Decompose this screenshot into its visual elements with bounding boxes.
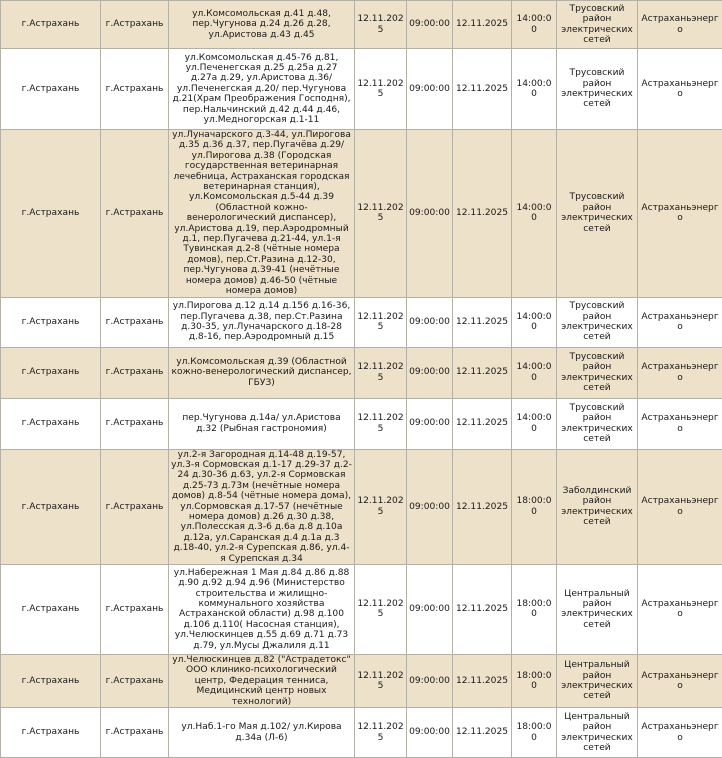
end-date-cell: 12.11.2025 bbox=[453, 297, 512, 347]
locality-cell: г.Астрахань bbox=[1, 1, 101, 49]
start-time-cell: 09:00:00 bbox=[407, 130, 453, 298]
company-cell: Астраханьэнерго bbox=[638, 449, 722, 564]
start-time-cell: 09:00:00 bbox=[407, 398, 453, 449]
end-date-cell: 12.11.2025 bbox=[453, 708, 512, 758]
addresses-cell: ул.Комсомольская д.39 (Областной кожно-венерологический диспансер, ГБУЗ) bbox=[169, 347, 355, 398]
network-area-cell: Трусовский район электрических сетей bbox=[557, 347, 638, 398]
locality-cell: г.Астрахань bbox=[1, 130, 101, 298]
addresses-cell: ул.Челюскинцев д.82 ("Астрадетокс" ООО клинико-психологический центр, Федерация тенниса, Медицинский центр новых технологий) bbox=[169, 654, 355, 707]
end-time-cell: 14:00:00 bbox=[512, 297, 557, 347]
network-area-cell: Трусовский район электрических сетей bbox=[557, 398, 638, 449]
network-area-cell: Центральный район электрических сетей bbox=[557, 708, 638, 758]
start-date-cell: 12.11.2025 bbox=[355, 708, 407, 758]
end-date-cell: 12.11.2025 bbox=[453, 449, 512, 564]
start-date-cell: 12.11.2025 bbox=[355, 1, 407, 49]
addresses-cell: ул.Наб.1-го Мая д.102/ ул.Кирова д.34а (Л-6) bbox=[169, 708, 355, 758]
start-date-cell: 12.11.2025 bbox=[355, 130, 407, 298]
start-date-cell: 12.11.2025 bbox=[355, 297, 407, 347]
end-time-cell: 18:00:00 bbox=[512, 708, 557, 758]
start-time-cell: 09:00:00 bbox=[407, 347, 453, 398]
end-date-cell: 12.11.2025 bbox=[453, 654, 512, 707]
start-time-cell: 09:00:00 bbox=[407, 297, 453, 347]
locality-cell: г.Астрахань bbox=[1, 449, 101, 564]
start-date-cell: 12.11.2025 bbox=[355, 347, 407, 398]
locality-cell: г.Астрахань bbox=[1, 564, 101, 654]
locality-cell: г.Астрахань bbox=[1, 398, 101, 449]
start-date-cell: 12.11.2025 bbox=[355, 449, 407, 564]
end-date-cell: 12.11.2025 bbox=[453, 1, 512, 49]
company-cell: Астраханьэнерго bbox=[638, 654, 722, 707]
addresses-cell: ул.Комсомольская д.41 д.48, пер.Чугунова д.24 д.26 д.28, ул.Аристова д.43 д.45 bbox=[169, 1, 355, 49]
start-time-cell: 09:00:00 bbox=[407, 49, 453, 130]
district-cell: г.Астрахань bbox=[101, 708, 169, 758]
addresses-cell: ул.2-я Загородная д.14-48 д.19-57, ул.3-я Сормовская д.1-17 д.29-37 д.2-24 д.30-36 д.63, ул.2-я Сормовская д.25-73 д.73м (нечётные номера домов) д.8-54 (чётные номера дома), ул.Сормовская д.17-57 (нечётные номера домов) д.26 д.30 д.38, ул.Полесская д.3-6 д.6а д.8 д.10а д.12а, ул.Саранская д.4 д.1а д.3 д.18-40, ул.2-я Сурепская д.86, ул.4-я Сурепская д.34 bbox=[169, 449, 355, 564]
start-date-cell: 12.11.2025 bbox=[355, 49, 407, 130]
end-date-cell: 12.11.2025 bbox=[453, 347, 512, 398]
network-area-cell: Трусовский район электрических сетей bbox=[557, 49, 638, 130]
end-time-cell: 18:00:00 bbox=[512, 564, 557, 654]
table-row bbox=[1, 49, 722, 130]
addresses-cell: пер.Чугунова д.14а/ ул.Аристова д.32 (Рыбная гастрономия) bbox=[169, 398, 355, 449]
addresses-cell: ул.Комсомольская д.45-76 д.81, ул.Печенегская д.25 д.25а д.27 д.27а д.29, ул.Аристова д.36/ул.Печенегская д.20/ пер.Чугунова д.21(Храм Преображения Господня), пер.Нальчинский д.42 д.44 д.46, ул.Медногорская д.1-11 bbox=[169, 49, 355, 130]
table-row bbox=[1, 297, 722, 347]
end-time-cell: 14:00:00 bbox=[512, 398, 557, 449]
company-cell: Астраханьэнерго bbox=[638, 347, 722, 398]
end-time-cell: 14:00:00 bbox=[512, 1, 557, 49]
addresses-cell: ул.Набережная 1 Мая д.84 д.86 д.88 д.90 д.92 д.94 д.96 (Министерство строительства и жилищно-коммунального хозяйства Астраханской области) д.98 д.100 д.106 д.110( Насосная станция), ул.Челюскинцев д.55 д.69 д.71 д.73 д.79, ул.Мусы Джалиля д.11 bbox=[169, 564, 355, 654]
network-area-cell: Трусовский район электрических сетей bbox=[557, 1, 638, 49]
locality-cell: г.Астрахань bbox=[1, 654, 101, 707]
company-cell: Астраханьэнерго bbox=[638, 130, 722, 298]
district-cell: г.Астрахань bbox=[101, 449, 169, 564]
table-row bbox=[1, 449, 722, 564]
start-time-cell: 09:00:00 bbox=[407, 1, 453, 49]
start-date-cell: 12.11.2025 bbox=[355, 564, 407, 654]
locality-cell: г.Астрахань bbox=[1, 49, 101, 130]
company-cell: Астраханьэнерго bbox=[638, 564, 722, 654]
start-time-cell: 09:00:00 bbox=[407, 654, 453, 707]
network-area-cell: Центральный район электрических сетей bbox=[557, 654, 638, 707]
start-time-cell: 09:00:00 bbox=[407, 449, 453, 564]
end-time-cell: 14:00:00 bbox=[512, 49, 557, 130]
end-time-cell: 18:00:00 bbox=[512, 449, 557, 564]
start-time-cell: 09:00:00 bbox=[407, 708, 453, 758]
table-row bbox=[1, 398, 722, 449]
district-cell: г.Астрахань bbox=[101, 297, 169, 347]
district-cell: г.Астрахань bbox=[101, 564, 169, 654]
table-row bbox=[1, 1, 722, 49]
company-cell: Астраханьэнерго bbox=[638, 49, 722, 130]
start-date-cell: 12.11.2025 bbox=[355, 398, 407, 449]
table-row bbox=[1, 708, 722, 758]
district-cell: г.Астрахань bbox=[101, 347, 169, 398]
district-cell: г.Астрахань bbox=[101, 1, 169, 49]
end-date-cell: 12.11.2025 bbox=[453, 49, 512, 130]
network-area-cell: Центральный район электрических сетей bbox=[557, 564, 638, 654]
district-cell: г.Астрахань bbox=[101, 398, 169, 449]
company-cell: Астраханьэнерго bbox=[638, 297, 722, 347]
district-cell: г.Астрахань bbox=[101, 654, 169, 707]
locality-cell: г.Астрахань bbox=[1, 708, 101, 758]
network-area-cell: Трусовский район электрических сетей bbox=[557, 297, 638, 347]
start-date-cell: 12.11.2025 bbox=[355, 654, 407, 707]
end-date-cell: 12.11.2025 bbox=[453, 130, 512, 298]
network-area-cell: Заболдинский район электрических сетей bbox=[557, 449, 638, 564]
district-cell: г.Астрахань bbox=[101, 49, 169, 130]
end-date-cell: 12.11.2025 bbox=[453, 564, 512, 654]
locality-cell: г.Астрахань bbox=[1, 347, 101, 398]
table-row bbox=[1, 347, 722, 398]
addresses-cell: ул.Пирогова д.12 д.14 д.156 д.16-36, пер.Пугачева д.38, пер.Ст.Разина д.30-35, ул.Луначарского д.18-28 д.8-16, пер.Аэродромный д.15 bbox=[169, 297, 355, 347]
district-cell: г.Астрахань bbox=[101, 130, 169, 298]
end-date-cell: 12.11.2025 bbox=[453, 398, 512, 449]
end-time-cell: 14:00:00 bbox=[512, 130, 557, 298]
company-cell: Астраханьэнерго bbox=[638, 708, 722, 758]
locality-cell: г.Астрахань bbox=[1, 297, 101, 347]
company-cell: Астраханьэнерго bbox=[638, 398, 722, 449]
start-time-cell: 09:00:00 bbox=[407, 564, 453, 654]
table-row bbox=[1, 654, 722, 707]
table-row bbox=[1, 130, 722, 298]
end-time-cell: 14:00:00 bbox=[512, 347, 557, 398]
end-time-cell: 18:00:00 bbox=[512, 654, 557, 707]
company-cell: Астраханьэнерго bbox=[638, 1, 722, 49]
table-row bbox=[1, 564, 722, 654]
network-area-cell: Трусовский район электрических сетей bbox=[557, 130, 638, 298]
addresses-cell: ул.Луначарского д.3-44, ул.Пирогова д.35 д.36 д.37, пер.Пугачёва д.29/ ул.Пирогова д.38 (Городская государственная ветеринарная лечебница, Астраханская городская ветеринарная станция), ул.Комсомольская д.5-44 д.39 (Областной кожно-венерологический диспансер), ул.Аристова д.19, пер.Аэродромный д.1, пер.Пугачева д.21-44, ул.1-я Тувинская д.2-8 (чётные номера домов), пер.Ст.Разина д.12-30, пер.Чугунова д.39-41 (нечётные номера домов) д.46-50 (чётные номера домов) bbox=[169, 130, 355, 298]
